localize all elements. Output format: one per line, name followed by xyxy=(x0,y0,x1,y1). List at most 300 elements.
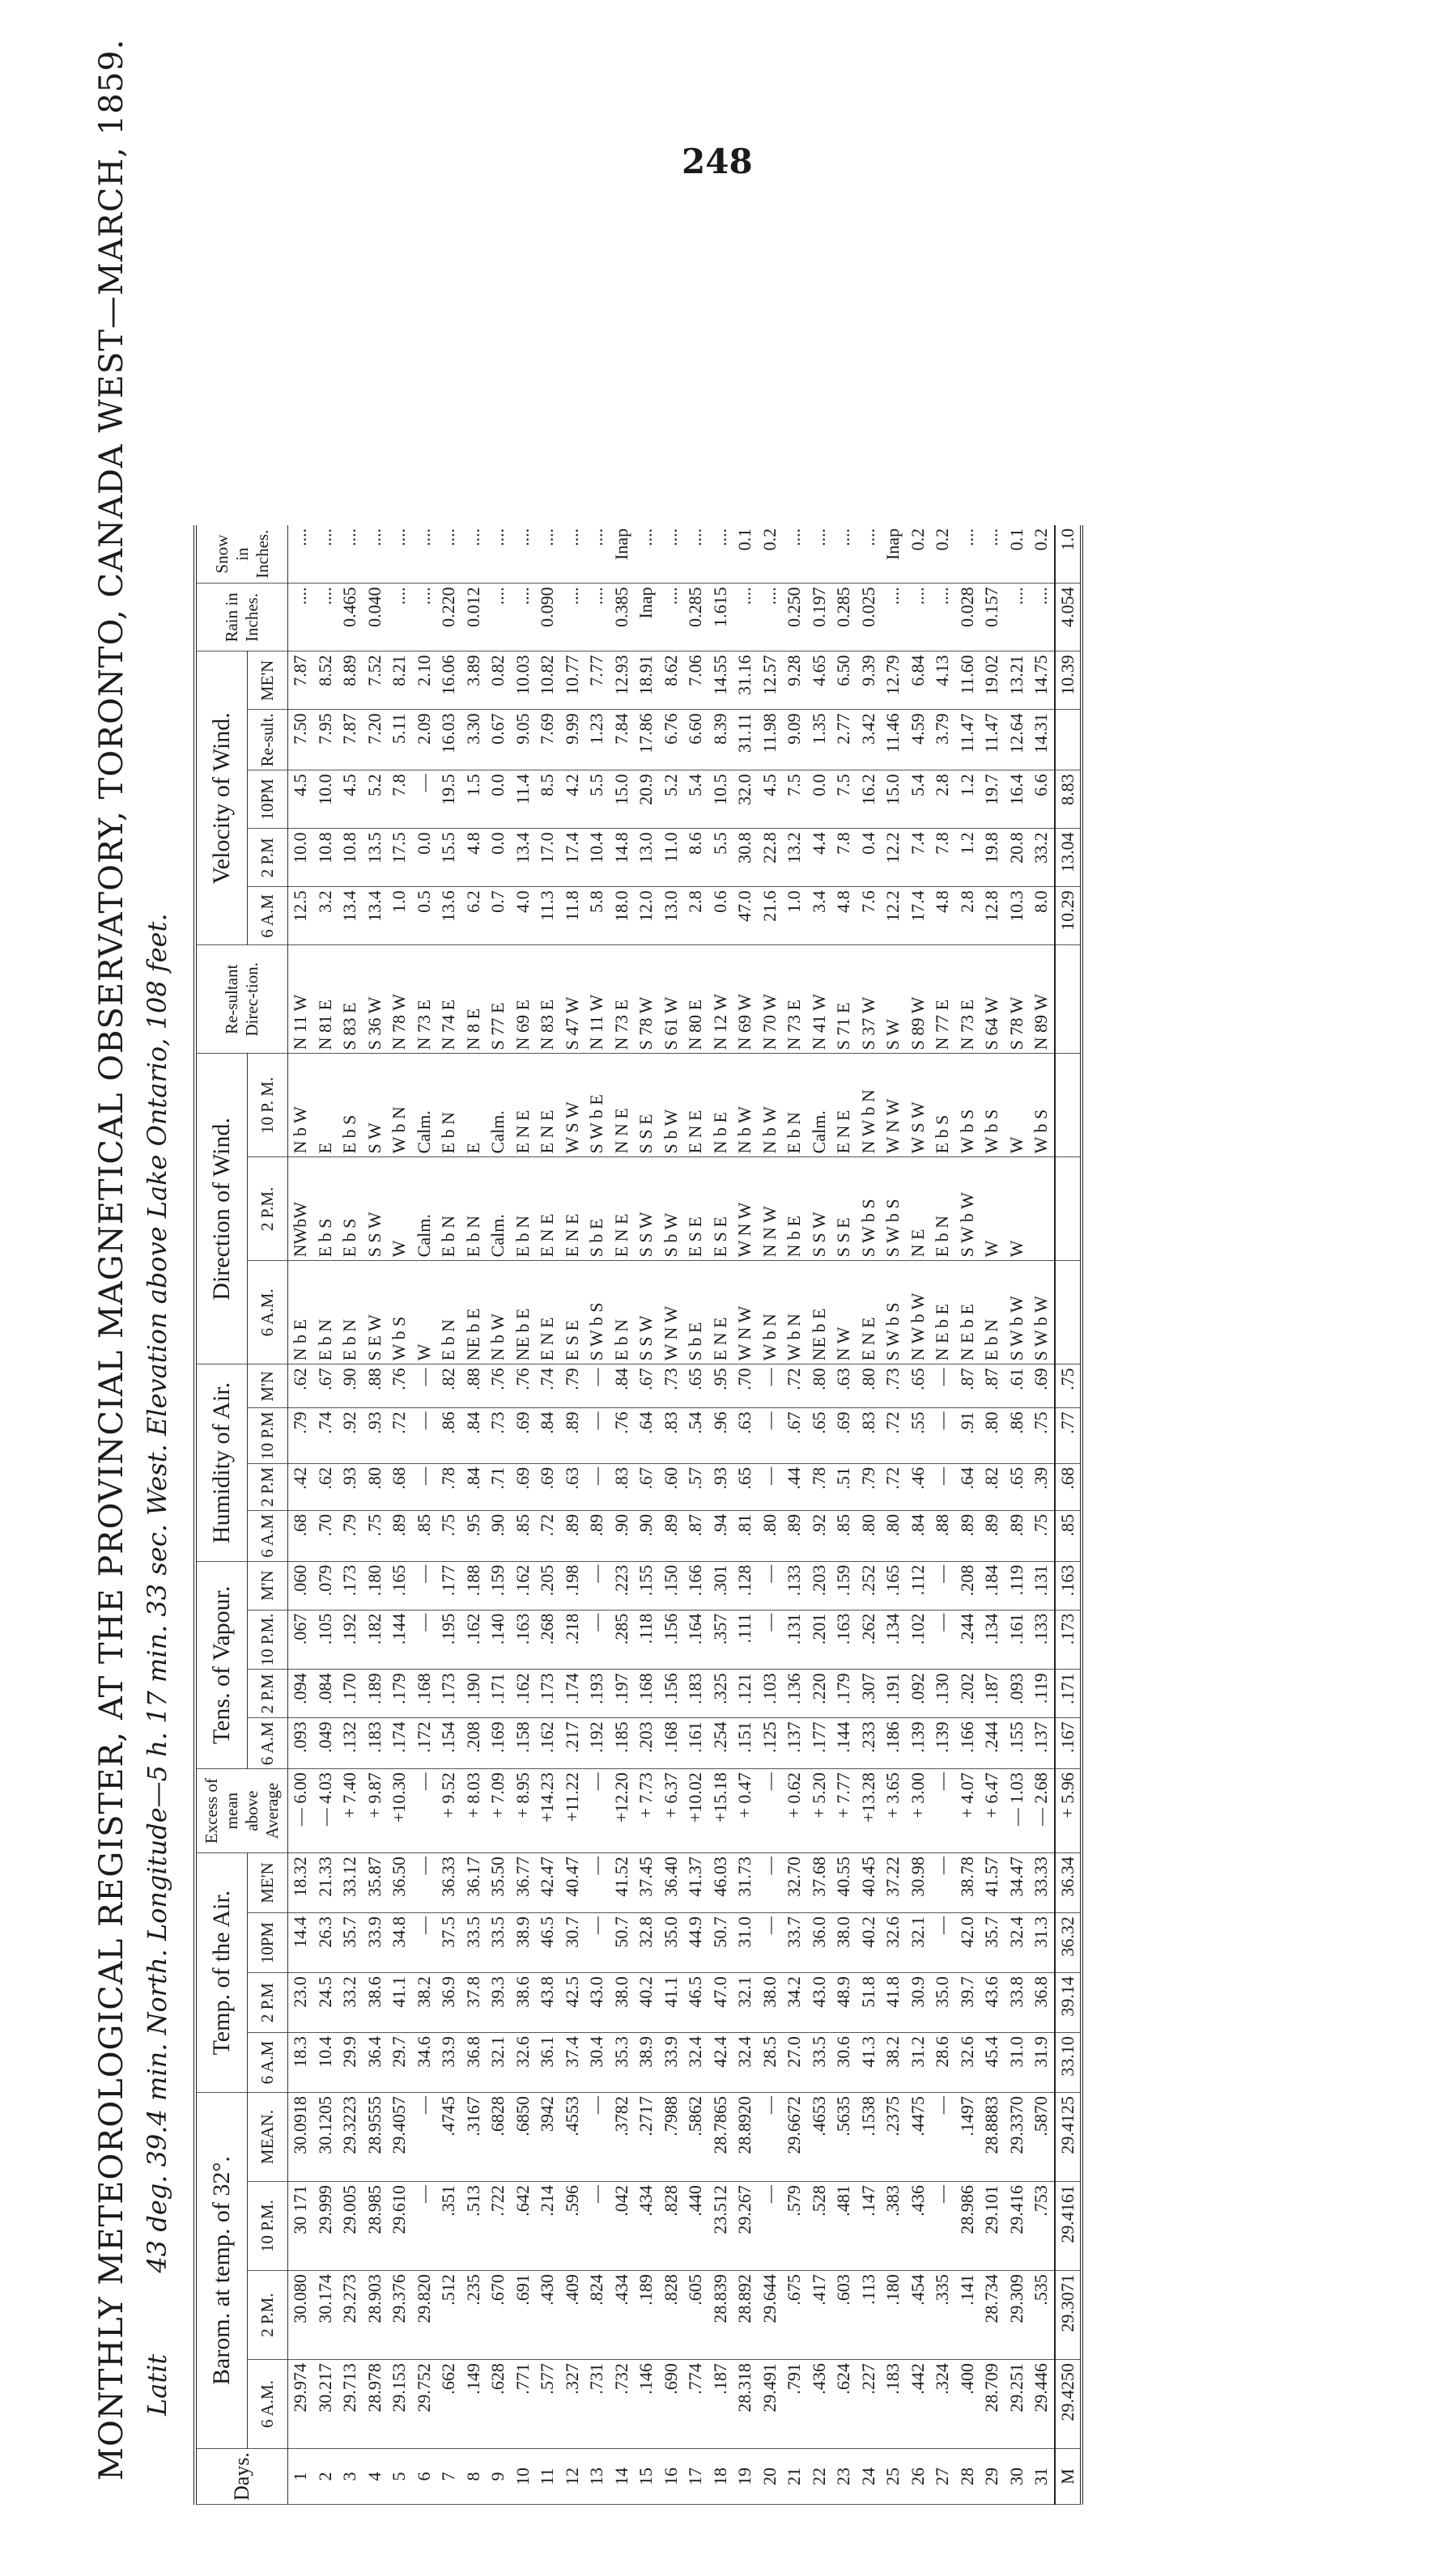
cell-barom-2pm: .235 xyxy=(461,2271,487,2360)
cell-velocity-result: 11.47 xyxy=(980,710,1005,770)
cell-velocity-result: 6.60 xyxy=(683,710,708,770)
cell-velocity-result: 16.03 xyxy=(436,710,461,770)
cell-day: 9 xyxy=(486,2449,511,2505)
cell-barom-6am: .791 xyxy=(782,2360,807,2449)
cell-barom-mean: 29.3370 xyxy=(1005,2093,1030,2182)
cell-velocity-result: 9.09 xyxy=(782,710,807,770)
cell-vapour-6am: .137 xyxy=(1029,1718,1055,1769)
cell-barom-mean: .4653 xyxy=(807,2093,832,2182)
cell-temp-mean: 37.45 xyxy=(634,1853,659,1913)
cell-velocity-2pm: 13.0 xyxy=(634,829,659,887)
cell-temp-mean: 36.77 xyxy=(511,1853,536,1913)
cell-barom-6am: .324 xyxy=(930,2360,955,2449)
cell-humidity-6am: .85 xyxy=(831,1510,857,1561)
cell-resultant: N 41 W xyxy=(807,945,832,1054)
cell-velocity-result: 3.30 xyxy=(461,710,487,770)
cell-velocity-mean: 3.89 xyxy=(461,651,487,710)
cell-vapour-2pm: .307 xyxy=(857,1670,882,1718)
cell-vapour-2pm: .193 xyxy=(584,1670,610,1718)
cell-direction-6am: W b S xyxy=(387,1261,412,1364)
cell-excess: + 4.07 xyxy=(955,1769,980,1853)
cell-vapour-10pm: .201 xyxy=(807,1610,832,1670)
cell-day: 4 xyxy=(363,2449,388,2505)
cell-barom-mean: .6828 xyxy=(486,2093,511,2182)
cell-direction-6am: E N E xyxy=(708,1261,733,1364)
vapour-10pm-header: 10 P.M. xyxy=(247,1610,287,1670)
cell-vapour-10pm: .164 xyxy=(683,1610,708,1670)
cell-barom-6am: .624 xyxy=(831,2360,857,2449)
cell-barom-10pm: 28.986 xyxy=(955,2182,980,2271)
cell-barom-6am: .774 xyxy=(683,2360,708,2449)
cell-velocity-2pm: 30.8 xyxy=(733,829,758,887)
cell-velocity-result: 9.05 xyxy=(511,710,536,770)
table-row xyxy=(708,525,733,2505)
cell-temp-2pm: 39.3 xyxy=(486,1973,511,2033)
cell-temp-10pm: 31.0 xyxy=(733,1913,758,1973)
cell-vapour-mean: — xyxy=(584,1561,610,1610)
cell-velocity-6am: 18.0 xyxy=(610,887,635,945)
cell-humidity-10pm: .69 xyxy=(511,1408,536,1464)
cell-temp-2pm: 38.2 xyxy=(412,1973,437,2033)
cell-humidity-2pm: .71 xyxy=(486,1463,511,1510)
cell-velocity-6am: 2.8 xyxy=(955,887,980,945)
cell-humidity-mean: .73 xyxy=(881,1364,906,1408)
cell-humidity-2pm: .65 xyxy=(1005,1463,1030,1510)
cell-resultant: N 73 E xyxy=(782,945,807,1054)
cell-snow: 0.2 xyxy=(1029,525,1055,584)
cell-direction-2pm: S W b W xyxy=(955,1157,980,1261)
cell-vapour-mean: .165 xyxy=(881,1561,906,1610)
cell-barom-6am: .628 xyxy=(486,2360,511,2449)
cell-direction-2pm: S W b S xyxy=(881,1157,906,1261)
cell-vapour-6am: .186 xyxy=(881,1718,906,1769)
cell-direction-6am: S W b S xyxy=(881,1261,906,1364)
cell-velocity-2pm: 22.8 xyxy=(758,829,783,887)
cell-temp-6am: 41.3 xyxy=(857,2033,882,2093)
cell-temp-mean: 41.52 xyxy=(610,1853,635,1913)
cell-temp-6am: 33.9 xyxy=(659,2033,684,2093)
cell-direction-6am: E N E xyxy=(857,1261,882,1364)
cell-humidity-10pm: .92 xyxy=(338,1408,363,1464)
cell-humidity-10pm: — xyxy=(584,1408,610,1464)
cell-direction-10pm: N b W xyxy=(758,1054,783,1157)
cell-day: 10 xyxy=(511,2449,536,2505)
cell-velocity-6am: 1.0 xyxy=(782,887,807,945)
temp-10pm-header: 10PM xyxy=(247,1913,287,1973)
cell-resultant: N 80 E xyxy=(683,945,708,1054)
cell-humidity-mean: .87 xyxy=(980,1364,1005,1408)
cell-barom-6am: 29.491 xyxy=(758,2360,783,2449)
cell-direction-2pm: E N E xyxy=(535,1157,560,1261)
cell-barom-6am: .690 xyxy=(659,2360,684,2449)
velocity-2pm-header: 2 P.M xyxy=(247,829,287,887)
cell-direction-2pm: S S E xyxy=(831,1157,857,1261)
cell-temp-6am: 37.4 xyxy=(560,2033,585,2093)
cell-vapour-2pm: .119 xyxy=(1029,1670,1055,1718)
cell-vapour-2pm: .084 xyxy=(313,1670,338,1718)
cell-excess: + 6.47 xyxy=(980,1769,1005,1853)
cell-vapour-mean: .198 xyxy=(560,1561,585,1610)
cell-velocity-result: 7.50 xyxy=(288,710,313,770)
cell-temp-6am: 42.4 xyxy=(708,2033,733,2093)
cell-velocity-2pm: 10.0 xyxy=(288,829,313,887)
cell-humidity-2pm: .68 xyxy=(387,1463,412,1510)
cell-velocity-10pm: 1.2 xyxy=(955,770,980,829)
cell-temp-2pm: 43.0 xyxy=(584,1973,610,2033)
cell-excess: +15.18 xyxy=(708,1769,733,1853)
cell-temp-mean: 41.37 xyxy=(683,1853,708,1913)
cell-velocity-10pm: 2.8 xyxy=(930,770,955,829)
cell-vapour-6am: .151 xyxy=(733,1718,758,1769)
cell-velocity-mean: 7.06 xyxy=(683,651,708,710)
cell-direction-2pm: E N E xyxy=(610,1157,635,1261)
cell-vapour-mean: .205 xyxy=(535,1561,560,1610)
cell-velocity-10pm: 19.7 xyxy=(980,770,1005,829)
cell-vapour-2pm: .170 xyxy=(338,1670,363,1718)
cell-day: 15 xyxy=(634,2449,659,2505)
cell-humidity-mean: .87 xyxy=(955,1364,980,1408)
cell-velocity-6am: 21.6 xyxy=(758,887,783,945)
cell-velocity-result: 7.20 xyxy=(363,710,388,770)
cell-barom-6am: .187 xyxy=(708,2360,733,2449)
cell-vapour-6am: .174 xyxy=(387,1718,412,1769)
cell-vapour-10pm: .262 xyxy=(857,1610,882,1670)
wind-velocity-header: Velocity of Wind. xyxy=(195,651,247,945)
cell-direction-6am: S b E xyxy=(683,1261,708,1364)
cell-humidity-10pm: .86 xyxy=(436,1408,461,1464)
cell-vapour-10pm: .285 xyxy=(610,1610,635,1670)
cell-vapour-2pm: .197 xyxy=(610,1670,635,1718)
cell-temp-10pm: 50.7 xyxy=(708,1913,733,1973)
cell-direction-10pm: E b S xyxy=(930,1054,955,1157)
cell-direction-6am: NE b E xyxy=(511,1261,536,1364)
cell-temp-6am: 32.4 xyxy=(683,2033,708,2093)
cell-humidity-mean: .63 xyxy=(831,1364,857,1408)
cell-barom-mean: .4745 xyxy=(436,2093,461,2182)
cell-resultant: S 64 W xyxy=(980,945,1005,1054)
cell-day: 1 xyxy=(288,2449,313,2505)
cell-direction-10pm xyxy=(1055,1054,1082,1157)
cell-humidity-10pm: .73 xyxy=(486,1408,511,1464)
cell-velocity-result: 0.67 xyxy=(486,710,511,770)
humidity-6am-header: 6 A.M xyxy=(247,1510,287,1561)
cell-resultant xyxy=(1055,945,1082,1054)
cell-barom-2pm: 28.903 xyxy=(363,2271,388,2360)
cell-velocity-6am: 6.2 xyxy=(461,887,487,945)
cell-excess: +10.02 xyxy=(683,1769,708,1853)
cell-velocity-mean: 10.82 xyxy=(535,651,560,710)
cell-temp-2pm: 33.2 xyxy=(338,1973,363,2033)
cell-temp-2pm: 39.7 xyxy=(955,1973,980,2033)
cell-temp-10pm: 33.9 xyxy=(363,1913,388,1973)
cell-barom-2pm: .430 xyxy=(535,2271,560,2360)
cell-temp-2pm: 35.0 xyxy=(930,1973,955,2033)
cell-humidity-10pm: — xyxy=(930,1408,955,1464)
cell-temp-10pm: 35.0 xyxy=(659,1913,684,1973)
table-row xyxy=(1005,525,1030,2505)
cell-velocity-6am: 11.3 xyxy=(535,887,560,945)
cell-day: 6 xyxy=(412,2449,437,2505)
cell-velocity-mean: 16.06 xyxy=(436,651,461,710)
cell-temp-mean: — xyxy=(584,1853,610,1913)
mean-row xyxy=(1055,525,1082,2505)
cell-snow: .... xyxy=(807,525,832,584)
cell-humidity-10pm: .74 xyxy=(313,1408,338,1464)
cell-vapour-10pm: — xyxy=(758,1610,783,1670)
cell-vapour-2pm: .093 xyxy=(1005,1670,1030,1718)
velocity-10pm-header: 10PM xyxy=(247,770,287,829)
cell-day: 13 xyxy=(584,2449,610,2505)
humidity-header: Humidity of Air. xyxy=(195,1364,247,1561)
cell-day: 11 xyxy=(535,2449,560,2505)
cell-velocity-6am: 12.5 xyxy=(288,887,313,945)
cell-temp-6am: 30.4 xyxy=(584,2033,610,2093)
cell-velocity-mean: 8.89 xyxy=(338,651,363,710)
cell-barom-6am: .436 xyxy=(807,2360,832,2449)
cell-excess: + 0.47 xyxy=(733,1769,758,1853)
cell-humidity-mean: .69 xyxy=(1029,1364,1055,1408)
cell-vapour-6am: .169 xyxy=(486,1718,511,1769)
cell-humidity-2pm: — xyxy=(584,1463,610,1510)
cell-direction-6am: E b N xyxy=(338,1261,363,1364)
cell-barom-6am: .442 xyxy=(906,2360,931,2449)
cell-velocity-mean: 6.50 xyxy=(831,651,857,710)
table-row xyxy=(535,525,560,2505)
cell-day: 14 xyxy=(610,2449,635,2505)
cell-barom-10pm: .351 xyxy=(436,2182,461,2271)
cell-vapour-mean: .223 xyxy=(610,1561,635,1610)
cell-velocity-10pm: 4.2 xyxy=(560,770,585,829)
cell-direction-10pm: E xyxy=(313,1054,338,1157)
cell-vapour-2pm: .136 xyxy=(782,1670,807,1718)
cell-direction-10pm: W S W xyxy=(906,1054,931,1157)
cell-temp-mean: 37.22 xyxy=(881,1853,906,1913)
cell-snow: .... xyxy=(461,525,487,584)
cell-vapour-mean: .180 xyxy=(363,1561,388,1610)
cell-velocity-10pm: 16.4 xyxy=(1005,770,1030,829)
cell-velocity-2pm: 4.4 xyxy=(807,829,832,887)
cell-temp-6am: 30.6 xyxy=(831,2033,857,2093)
table-row xyxy=(807,525,832,2505)
cell-velocity-mean: 31.16 xyxy=(733,651,758,710)
cell-vapour-mean: .173 xyxy=(338,1561,363,1610)
cell-snow: .... xyxy=(511,525,536,584)
cell-barom-6am: .149 xyxy=(461,2360,487,2449)
cell-velocity-6am: 11.8 xyxy=(560,887,585,945)
cell-velocity-result: 3.79 xyxy=(930,710,955,770)
cell-velocity-mean: 4.65 xyxy=(807,651,832,710)
cell-direction-10pm: Calm. xyxy=(486,1054,511,1157)
cell-velocity-mean: 6.84 xyxy=(906,651,931,710)
cell-velocity-10pm: 8.5 xyxy=(535,770,560,829)
cell-humidity-2pm: .64 xyxy=(955,1463,980,1510)
cell-temp-2pm: 47.0 xyxy=(708,1973,733,2033)
cell-snow: .... xyxy=(980,525,1005,584)
cell-rain: .... xyxy=(1005,584,1030,651)
cell-velocity-2pm: 0.0 xyxy=(486,829,511,887)
cell-direction-2pm: W N W xyxy=(733,1157,758,1261)
cell-vapour-6am: .208 xyxy=(461,1718,487,1769)
table-row xyxy=(683,525,708,2505)
cell-temp-10pm: — xyxy=(584,1913,610,1973)
cell-barom-2pm: .828 xyxy=(659,2271,684,2360)
cell-velocity-2pm: 10.8 xyxy=(338,829,363,887)
cell-barom-mean: 30.0918 xyxy=(288,2093,313,2182)
cell-vapour-mean: .128 xyxy=(733,1561,758,1610)
cell-vapour-10pm: .173 xyxy=(1055,1610,1082,1670)
cell-barom-mean: .5870 xyxy=(1029,2093,1055,2182)
cell-barom-mean: — xyxy=(930,2093,955,2182)
cell-barom-mean: .1497 xyxy=(955,2093,980,2182)
cell-barom-2pm: 30.174 xyxy=(313,2271,338,2360)
cell-direction-2pm: N E xyxy=(906,1157,931,1261)
cell-humidity-6am: .79 xyxy=(338,1510,363,1561)
cell-humidity-6am: .80 xyxy=(758,1510,783,1561)
cell-barom-10pm: .440 xyxy=(683,2182,708,2271)
cell-barom-10pm: .528 xyxy=(807,2182,832,2271)
cell-velocity-result: 11.98 xyxy=(758,710,783,770)
cell-rain: .... xyxy=(881,584,906,651)
cell-snow: .... xyxy=(313,525,338,584)
cell-snow: .... xyxy=(634,525,659,584)
cell-temp-2pm: 24.5 xyxy=(313,1973,338,2033)
cell-temp-10pm: 30.7 xyxy=(560,1913,585,1973)
cell-resultant: N 74 E xyxy=(436,945,461,1054)
cell-velocity-10pm: 10.0 xyxy=(313,770,338,829)
table-row xyxy=(436,525,461,2505)
cell-direction-6am: E b N xyxy=(436,1261,461,1364)
cell-rain: 0.385 xyxy=(610,584,635,651)
cell-velocity-result: 2.77 xyxy=(831,710,857,770)
cell-excess: — 6.00 xyxy=(288,1769,313,1853)
cell-vapour-6am: .166 xyxy=(955,1718,980,1769)
cell-humidity-2pm: .82 xyxy=(980,1463,1005,1510)
cell-velocity-mean: 12.57 xyxy=(758,651,783,710)
cell-day: 29 xyxy=(980,2449,1005,2505)
cell-direction-10pm: N b W xyxy=(288,1054,313,1157)
cell-rain: 1.615 xyxy=(708,584,733,651)
cell-temp-mean: 36.17 xyxy=(461,1853,487,1913)
cell-humidity-2pm: .72 xyxy=(881,1463,906,1510)
cell-excess: + 8.95 xyxy=(511,1769,536,1853)
cell-barom-10pm: 29.610 xyxy=(387,2182,412,2271)
cell-barom-10pm: 28.985 xyxy=(363,2182,388,2271)
cell-day: 22 xyxy=(807,2449,832,2505)
cell-velocity-6am: 0.7 xyxy=(486,887,511,945)
cell-vapour-2pm: .325 xyxy=(708,1670,733,1718)
cell-vapour-mean: — xyxy=(412,1561,437,1610)
cell-vapour-mean: — xyxy=(930,1561,955,1610)
cell-barom-2pm: .417 xyxy=(807,2271,832,2360)
humidity-2pm-header: 2 P.M xyxy=(247,1463,287,1510)
cell-velocity-mean: 8.62 xyxy=(659,651,684,710)
cell-day: 30 xyxy=(1005,2449,1030,2505)
cell-humidity-6am: .84 xyxy=(906,1510,931,1561)
cell-temp-6am: 36.1 xyxy=(535,2033,560,2093)
cell-vapour-2pm: .103 xyxy=(758,1670,783,1718)
cell-barom-2pm: 29.309 xyxy=(1005,2271,1030,2360)
cell-day: 23 xyxy=(831,2449,857,2505)
cell-snow: .... xyxy=(857,525,882,584)
cell-temp-2pm: 51.8 xyxy=(857,1973,882,2033)
cell-vapour-10pm: .105 xyxy=(313,1610,338,1670)
cell-temp-mean: 30.98 xyxy=(906,1853,931,1913)
cell-vapour-6am: .217 xyxy=(560,1718,585,1769)
wind-direction-header: Direction of Wind. xyxy=(195,1054,247,1364)
cell-humidity-10pm: — xyxy=(758,1408,783,1464)
cell-barom-10pm: — xyxy=(584,2182,610,2271)
cell-direction-10pm: S W xyxy=(363,1054,388,1157)
cell-temp-2pm: 32.1 xyxy=(733,1973,758,2033)
cell-rain: .... xyxy=(313,584,338,651)
temp-6am-header: 6 A.M xyxy=(247,2033,287,2093)
cell-direction-2pm: E S E xyxy=(708,1157,733,1261)
cell-temp-6am: 38.9 xyxy=(634,2033,659,2093)
cell-velocity-2pm: 12.2 xyxy=(881,829,906,887)
cell-barom-2pm: 28.734 xyxy=(980,2271,1005,2360)
table-row xyxy=(857,525,882,2505)
cell-snow: 0.2 xyxy=(906,525,931,584)
cell-snow: .... xyxy=(288,525,313,584)
cell-barom-10pm: 23.512 xyxy=(708,2182,733,2271)
cell-humidity-2pm: .84 xyxy=(461,1463,487,1510)
cell-barom-10pm: .513 xyxy=(461,2182,487,2271)
cell-vapour-2pm: .168 xyxy=(412,1670,437,1718)
table-row xyxy=(831,525,857,2505)
cell-temp-2pm: 41.8 xyxy=(881,1973,906,2033)
barom-6am-header: 6 A.M. xyxy=(247,2360,287,2449)
cell-velocity-10pm: 7.5 xyxy=(782,770,807,829)
cell-excess: + 5.20 xyxy=(807,1769,832,1853)
cell-barom-2pm: 29.273 xyxy=(338,2271,363,2360)
cell-temp-mean: 41.57 xyxy=(980,1853,1005,1913)
cell-rain: 0.157 xyxy=(980,584,1005,651)
cell-rain: .... xyxy=(412,584,437,651)
cell-direction-2pm: E N E xyxy=(560,1157,585,1261)
cell-barom-mean: 30.1205 xyxy=(313,2093,338,2182)
cell-temp-2pm: 30.9 xyxy=(906,1973,931,2033)
cell-temp-2pm: 38.0 xyxy=(610,1973,635,2033)
cell-humidity-10pm: .93 xyxy=(363,1408,388,1464)
cell-temp-10pm: 35.7 xyxy=(338,1913,363,1973)
cell-vapour-mean: .112 xyxy=(906,1561,931,1610)
cell-temp-2pm: 36.9 xyxy=(436,1973,461,2033)
cell-velocity-10pm: 20.9 xyxy=(634,770,659,829)
cell-velocity-2pm: 17.5 xyxy=(387,829,412,887)
cell-velocity-6am: 4.0 xyxy=(511,887,536,945)
cell-temp-mean: 33.12 xyxy=(338,1853,363,1913)
cell-vapour-10pm: .268 xyxy=(535,1610,560,1670)
cell-vapour-6am: .167 xyxy=(1055,1718,1082,1769)
table-row xyxy=(288,525,313,2505)
cell-vapour-2pm: .156 xyxy=(659,1670,684,1718)
cell-rain: .... xyxy=(387,584,412,651)
cell-temp-10pm: 33.5 xyxy=(461,1913,487,1973)
cell-direction-6am: S S W xyxy=(634,1261,659,1364)
cell-velocity-10pm: 16.2 xyxy=(857,770,882,829)
cell-excess: +12.20 xyxy=(610,1769,635,1853)
cell-vapour-mean: .131 xyxy=(1029,1561,1055,1610)
cell-velocity-6am: 0.5 xyxy=(412,887,437,945)
table-row xyxy=(511,525,536,2505)
cell-direction-10pm: N b E xyxy=(708,1054,733,1157)
cell-direction-6am xyxy=(1055,1261,1082,1364)
cell-excess: — 1.03 xyxy=(1005,1769,1030,1853)
cell-humidity-2pm: .42 xyxy=(288,1463,313,1510)
cell-direction-6am: W xyxy=(412,1261,437,1364)
cell-rain: .... xyxy=(486,584,511,651)
cell-velocity-2pm: 13.4 xyxy=(511,829,536,887)
